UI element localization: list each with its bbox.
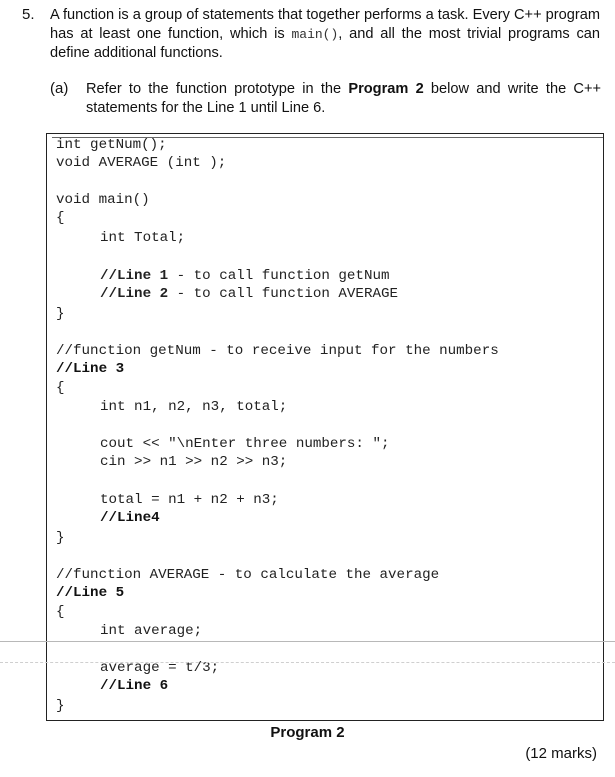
code-line-marker: //Line 1	[100, 268, 169, 284]
code-line: }	[56, 530, 65, 546]
code-line-comment: - to call function getNum	[168, 268, 390, 284]
code-line: }	[56, 698, 65, 714]
question-intro	[50, 6, 600, 63]
code-line: int Total;	[100, 230, 186, 246]
code-line-comment: - to call function AVERAGE	[168, 286, 398, 302]
scan-artifact-line-faint	[0, 662, 615, 663]
code-line: void main()	[56, 192, 150, 208]
code-line: {	[56, 604, 65, 620]
code-line: //function getNum - to receive input for the numbers	[56, 343, 499, 359]
code-line	[100, 268, 390, 284]
program-caption: Program 2	[270, 724, 345, 741]
code-line: //function AVERAGE - to calculate the average	[56, 567, 440, 583]
code-line: int average;	[100, 623, 203, 639]
code-line: total = n1 + n2 + n3;	[100, 492, 279, 508]
code-line: int getNum();	[56, 137, 167, 153]
code-line: average = t/3;	[100, 660, 220, 676]
code-line: int n1, n2, n3, total;	[100, 399, 288, 415]
code-line: cin >> n1 >> n2 >> n3;	[100, 454, 288, 470]
scan-artifact-line	[0, 641, 615, 642]
intro-text-1: A function is a group of statements that together performs a task. Every C++ program has at least one function, which is	[50, 7, 600, 42]
code-line-marker: //Line 2	[100, 286, 169, 302]
subquestion-program-ref: Program 2	[348, 81, 424, 97]
code-line: }	[56, 306, 65, 322]
code-line: //Line 3	[56, 361, 125, 377]
subquestion-text-2: below and write the C++ statements for the Line 1 until Line 6.	[86, 81, 601, 116]
subquestion-text	[86, 80, 601, 118]
subquestion-label: (a)	[50, 80, 69, 97]
program-code-box	[46, 133, 604, 721]
code-line: cout << "\nEnter three numbers: ";	[100, 436, 390, 452]
code-line: //Line4	[100, 510, 160, 526]
code-line: {	[56, 380, 65, 396]
subquestion-text-1: Refer to the function prototype in the	[86, 81, 349, 97]
intro-code-main: main()	[291, 27, 339, 42]
code-line: void AVERAGE (int );	[56, 155, 227, 171]
code-line: {	[56, 210, 65, 226]
question-number: 5.	[22, 6, 35, 23]
marks-label: (12 marks)	[525, 745, 597, 762]
code-line: //Line 5	[56, 585, 125, 601]
intro-text-2: , and all the most trivial programs can define additional functions.	[50, 26, 600, 61]
code-line	[100, 286, 398, 302]
code-line: //Line 6	[100, 678, 169, 694]
